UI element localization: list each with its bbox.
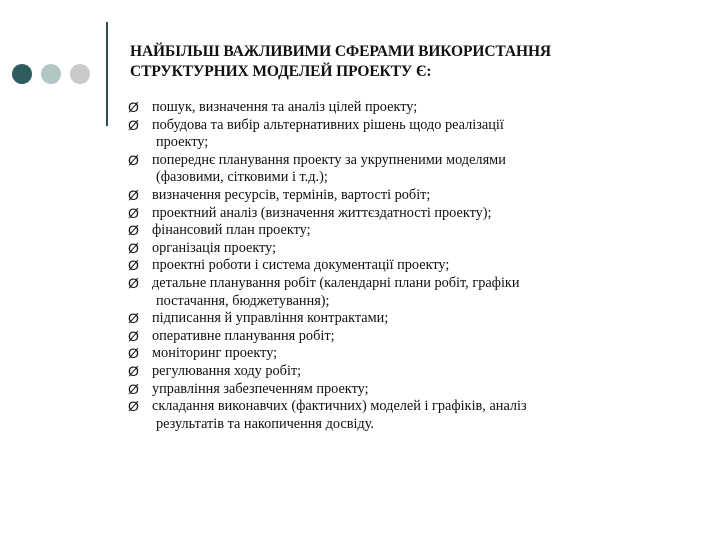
vertical-divider — [106, 22, 108, 126]
list-item-text: визначення ресурсів, термінів, вартості робіт; — [152, 186, 431, 203]
list-item — [128, 99, 688, 117]
list-item-text: оперативне планування робіт; — [152, 327, 335, 344]
dot-gray — [70, 64, 90, 84]
list-item — [128, 222, 688, 240]
list-item-text: моніторинг проекту; — [152, 345, 278, 362]
bullet-marker: Ø — [128, 99, 139, 115]
list-item — [128, 240, 688, 258]
list-item — [128, 363, 688, 381]
bullet-marker: Ø — [128, 186, 139, 203]
bullet-marker: Ø — [128, 257, 139, 274]
bullet-marker: Ø — [128, 274, 139, 291]
bullet-marker: Ø — [128, 116, 139, 133]
list-item — [128, 398, 688, 433]
decorative-dots — [12, 64, 94, 86]
bullet-marker: Ø — [128, 222, 139, 239]
list-item-text: управління забезпеченням проекту; — [152, 380, 369, 397]
slide-title — [130, 42, 690, 82]
dot-dark — [12, 64, 32, 84]
dot-light-teal — [41, 64, 61, 84]
list-item — [128, 275, 688, 310]
bullet-list — [128, 99, 688, 433]
list-item-text: детальне планування робіт (календарні плани робіт, графіки — [152, 274, 520, 291]
bullet-marker: Ø — [128, 327, 139, 344]
list-item-text: побудова та вибір альтернативних рішень щодо реалізації — [152, 116, 504, 133]
bullet-marker: Ø — [128, 380, 139, 397]
list-item-text: складання виконавчих (фактичних) моделей і графіків, аналіз — [152, 398, 527, 415]
bullet-marker: Ø — [128, 345, 139, 362]
bullet-marker: Ø — [128, 239, 139, 256]
list-item-text: постачання, бюджетування); — [156, 292, 330, 309]
list-item — [128, 152, 688, 187]
list-item-text: проекту; — [156, 134, 209, 151]
list-item-text: попереднє планування проекту за укрупненими моделями — [152, 151, 506, 168]
list-item — [128, 117, 688, 152]
list-item — [128, 328, 688, 346]
list-item-text: підписання й управління контрактами; — [152, 310, 389, 327]
list-item-text: організація проекту; — [152, 239, 277, 256]
title-line-2: СТРУКТУРНИХ МОДЕЛЕЙ ПРОЕКТУ Є: — [130, 63, 432, 80]
list-item — [128, 310, 688, 328]
list-item-text: фінансовий план проекту; — [152, 222, 311, 239]
bullet-marker: Ø — [128, 310, 139, 327]
bullet-marker: Ø — [128, 362, 139, 379]
list-item — [128, 345, 688, 363]
list-item-text: (фазовими, сітковими і т.д.); — [156, 169, 328, 186]
list-item — [128, 205, 688, 223]
list-item-text: результатів та накопичення досвіду. — [156, 415, 374, 432]
list-item-text: проектні роботи і система документації проекту; — [152, 257, 450, 274]
list-item — [128, 187, 688, 205]
list-item — [128, 257, 688, 275]
list-item-text: пошук, визначення та аналіз цілей проекту; — [152, 99, 418, 115]
bullet-marker: Ø — [128, 398, 139, 415]
bullet-marker: Ø — [128, 204, 139, 221]
list-item — [128, 381, 688, 399]
bullet-marker: Ø — [128, 151, 139, 168]
list-item-text: проектний аналіз (визначення життєздатності проекту); — [152, 204, 492, 221]
list-item-text: регулювання ходу робіт; — [152, 362, 302, 379]
title-line-1: НАЙБІЛЬШ ВАЖЛИВИМИ СФЕРАМИ ВИКОРИСТАННЯ — [130, 43, 551, 60]
